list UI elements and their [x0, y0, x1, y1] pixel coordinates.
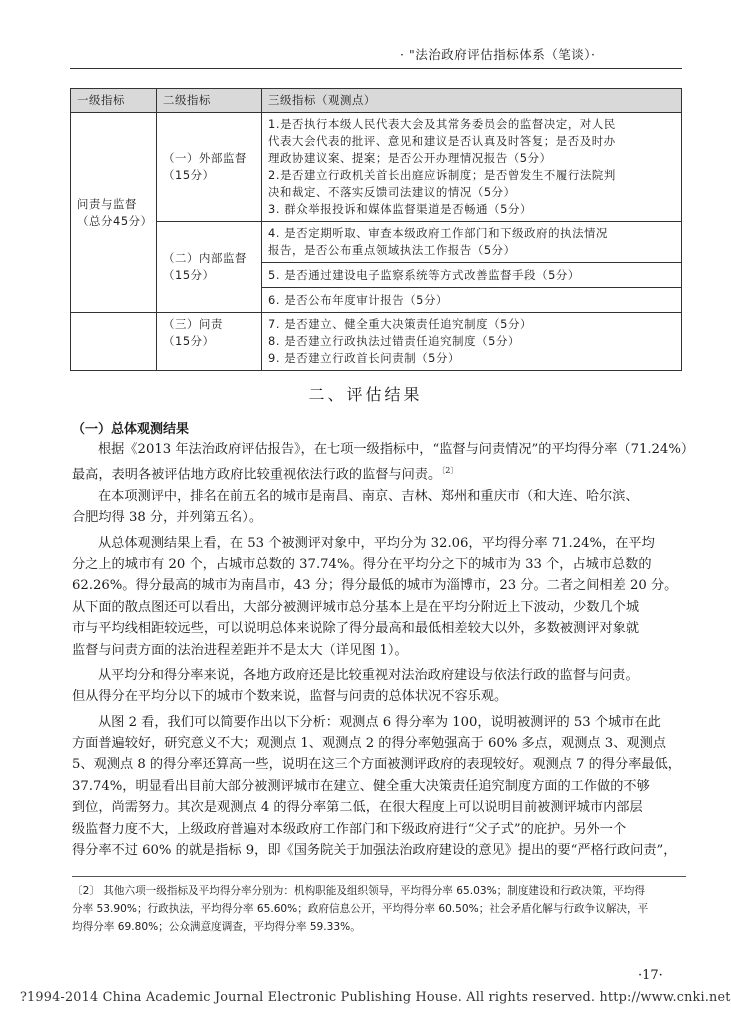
level3-line: 决和裁定、不落实反馈司法建议的情况（5分）	[268, 185, 516, 199]
footnote-line: 均得分率 69.80%；公众满意度调查，平均得分率 59.33%。	[72, 921, 361, 934]
footnote-ref: 〔2〕	[441, 466, 459, 476]
level1-score: （总分45分）	[77, 213, 153, 228]
level3-cell	[262, 263, 682, 288]
level3-line: 8. 是否建立行政执法过错责任追究制度（5分）	[268, 334, 520, 348]
level3-line: 1.是否执行本级人民代表大会及其常务委员会的监督决定，对人民	[268, 117, 616, 131]
paragraph-line: 合肥均得 38 分，并列第五名）。	[72, 510, 263, 526]
level2-score: （15分）	[163, 268, 215, 282]
paragraph-text: 最高，表明各被评估地方政府比较重视依法行政的监督与问责。	[72, 467, 442, 483]
level3-cell	[262, 313, 682, 371]
level1-name: 问责与监督	[77, 196, 137, 211]
level3-line: 6. 是否公布年度审计报告（5分）	[268, 292, 449, 307]
table-header-row	[71, 89, 682, 113]
paragraph-line: 到位，尚需努力。其次是观测点 4 的得分率第二低，在很大程度上可以说明目前被测评城市内部层	[72, 800, 643, 816]
paragraph-line: 从图 2 看，我们可以简要作出以下分析：观测点 6 得分率为 100，说明被测评的 53 个城市在此	[98, 714, 661, 730]
paragraph-line: 得分率不过 60% 的就是指标 9，即《国务院关于加强法治政府建设的意见》提出的要“严格行政问责”，	[72, 843, 677, 859]
table-row	[71, 222, 682, 263]
level1-cell	[71, 113, 157, 313]
level3-line: 2.是否建立行政机关首长出庭应诉制度；是否曾发生不履行法院判	[268, 168, 616, 182]
body-text	[72, 439, 695, 861]
sub-heading: （一）总体观测结果	[72, 422, 190, 437]
level3-line: 代表大会代表的批评、意见和建议是否认真及时答复；是否及时办	[268, 134, 616, 148]
running-header: · "法治政府评估指标体系（笔谈）·	[400, 47, 596, 62]
level3-cell	[262, 113, 682, 222]
table-header-level2: 二级指标	[157, 89, 262, 113]
section-heading: 二、评估结果	[308, 385, 423, 404]
footnote-line: 分率 53.90%；行政执法，平均得分率 65.60%；政府信息公开，平均得分率 60.50%；社会矛盾化解与行政争议解决，平	[72, 903, 649, 916]
paragraph-line: 从总体观测结果上看，在 53 个被测评对象中，平均分为 32.06，平均得分率 71.24%，在平均	[98, 535, 655, 551]
page-number: ·17·	[638, 968, 663, 983]
indicator-table	[70, 88, 682, 371]
level2-name: （二）内部监督	[163, 251, 247, 265]
paragraph-line: 市与平均线相距较远些，可以说明总体来说除了得分最高和最低相差较大以外，多数被测评对象就	[72, 621, 640, 637]
paragraph-line: 但从得分在平均分以下的城市个数来说，监督与问责的总体状况不容乐观。	[72, 689, 508, 705]
level3-line: 9. 是否建立行政首长问责制（5分）	[268, 351, 461, 365]
level3-cell	[262, 222, 682, 263]
table-row	[71, 113, 682, 222]
footnote	[72, 882, 686, 937]
level3-cell	[262, 288, 682, 313]
paragraph-line: 在本项测评中，排名在前五名的城市是南昌、南京、吉林、郑州和重庆市（和大连、哈尔滨、	[98, 488, 639, 504]
paragraph-line: 从平均分和得分率来说，各地方政府还是比较重视对法治政府建设与依法行政的监督与问责。	[98, 667, 639, 683]
level3-line: 理政协建议案、提案；是否公开办理情况报告（5分）	[268, 151, 552, 165]
paragraph-line: 监督与问责方面的法治进程差距并不是太大（详见图 1）。	[72, 642, 408, 658]
level2-name: （三）问责	[163, 317, 223, 331]
level1-cell-empty	[71, 313, 157, 371]
copyright-notice: ?1994-2014 China Academic Journal Electronic Publishing House. All rights reserved. http://www.cnki.net	[20, 990, 731, 1005]
footnote-rule	[72, 876, 686, 877]
paragraph-line: 从下面的散点图还可以看出，大部分被测评城市总分基本上是在平均分附近上下波动，少数几个城	[72, 599, 640, 615]
level2-score: （15分）	[163, 334, 215, 348]
level3-line: 5. 是否通过建设电子监察系统等方式改善监督手段（5分）	[268, 267, 580, 282]
level2-cell-accountability	[157, 313, 262, 371]
level3-line: 3. 群众举报投诉和媒体监督渠道是否畅通（5分）	[268, 202, 532, 216]
paragraph-line: 根据《2013 年法治政府评估报告》，在七项一级指标中，“监督与问责情况”的平均得分率（71.24%）	[98, 442, 695, 457]
paragraph-line: 方面普遍较好，研究意义不大；观测点 1、观测点 2 的得分率勉强高于 60% 多点，观测点 3、观测点	[72, 736, 666, 752]
paragraph-line	[72, 460, 686, 481]
paragraph-line: 62.26%。得分最高的城市为南昌市，43 分；得分最低的城市为淄博市，23 分。二者之间相差 20 分。	[72, 578, 678, 594]
paragraph-line: 37.74%，明显看出目前大部分被测评城市在建立、健全重大决策责任追究制度方面的工作做的不够	[72, 778, 650, 794]
paragraph-line: 分之上的城市有 20 个，占城市总数的 37.74%。得分在平均分之下的城市为 33 个，占城市总数的	[72, 556, 652, 572]
level2-name: （一）外部监督	[163, 151, 247, 165]
paragraph-line: 级监督力度不大，上级政府普遍对本级政府工作部门和下级政府进行“父子式”的庇护。另外一个	[72, 821, 627, 837]
paragraph-line: 5、观测点 8 的得分率还算高一些，说明在这三个方面被测评政府的表现较好。观测点 7 的得分率最低，	[72, 757, 681, 773]
level3-line: 报告，是否公布重点领域执法工作报告（5分）	[268, 243, 516, 257]
level2-cell-external	[157, 113, 262, 222]
footnote-line: 〔2〕 其他六项一级指标及平均得分率分别为：机构职能及组织领导，平均得分率 65.03%；制度建设和行政决策，平均得	[72, 885, 645, 897]
level3-line: 7. 是否建立、健全重大决策责任追究制度（5分）	[268, 317, 532, 331]
header-rule	[70, 68, 682, 69]
table-header-level3: 三级指标（观测点）	[262, 89, 682, 113]
table-row	[71, 313, 682, 371]
level3-line: 4. 是否定期听取、审查本级政府工作部门和下级政府的执法情况	[268, 226, 609, 240]
level2-score: （15分）	[163, 168, 215, 182]
level2-cell-internal	[157, 222, 262, 313]
table-header-level1: 一级指标	[71, 89, 157, 113]
